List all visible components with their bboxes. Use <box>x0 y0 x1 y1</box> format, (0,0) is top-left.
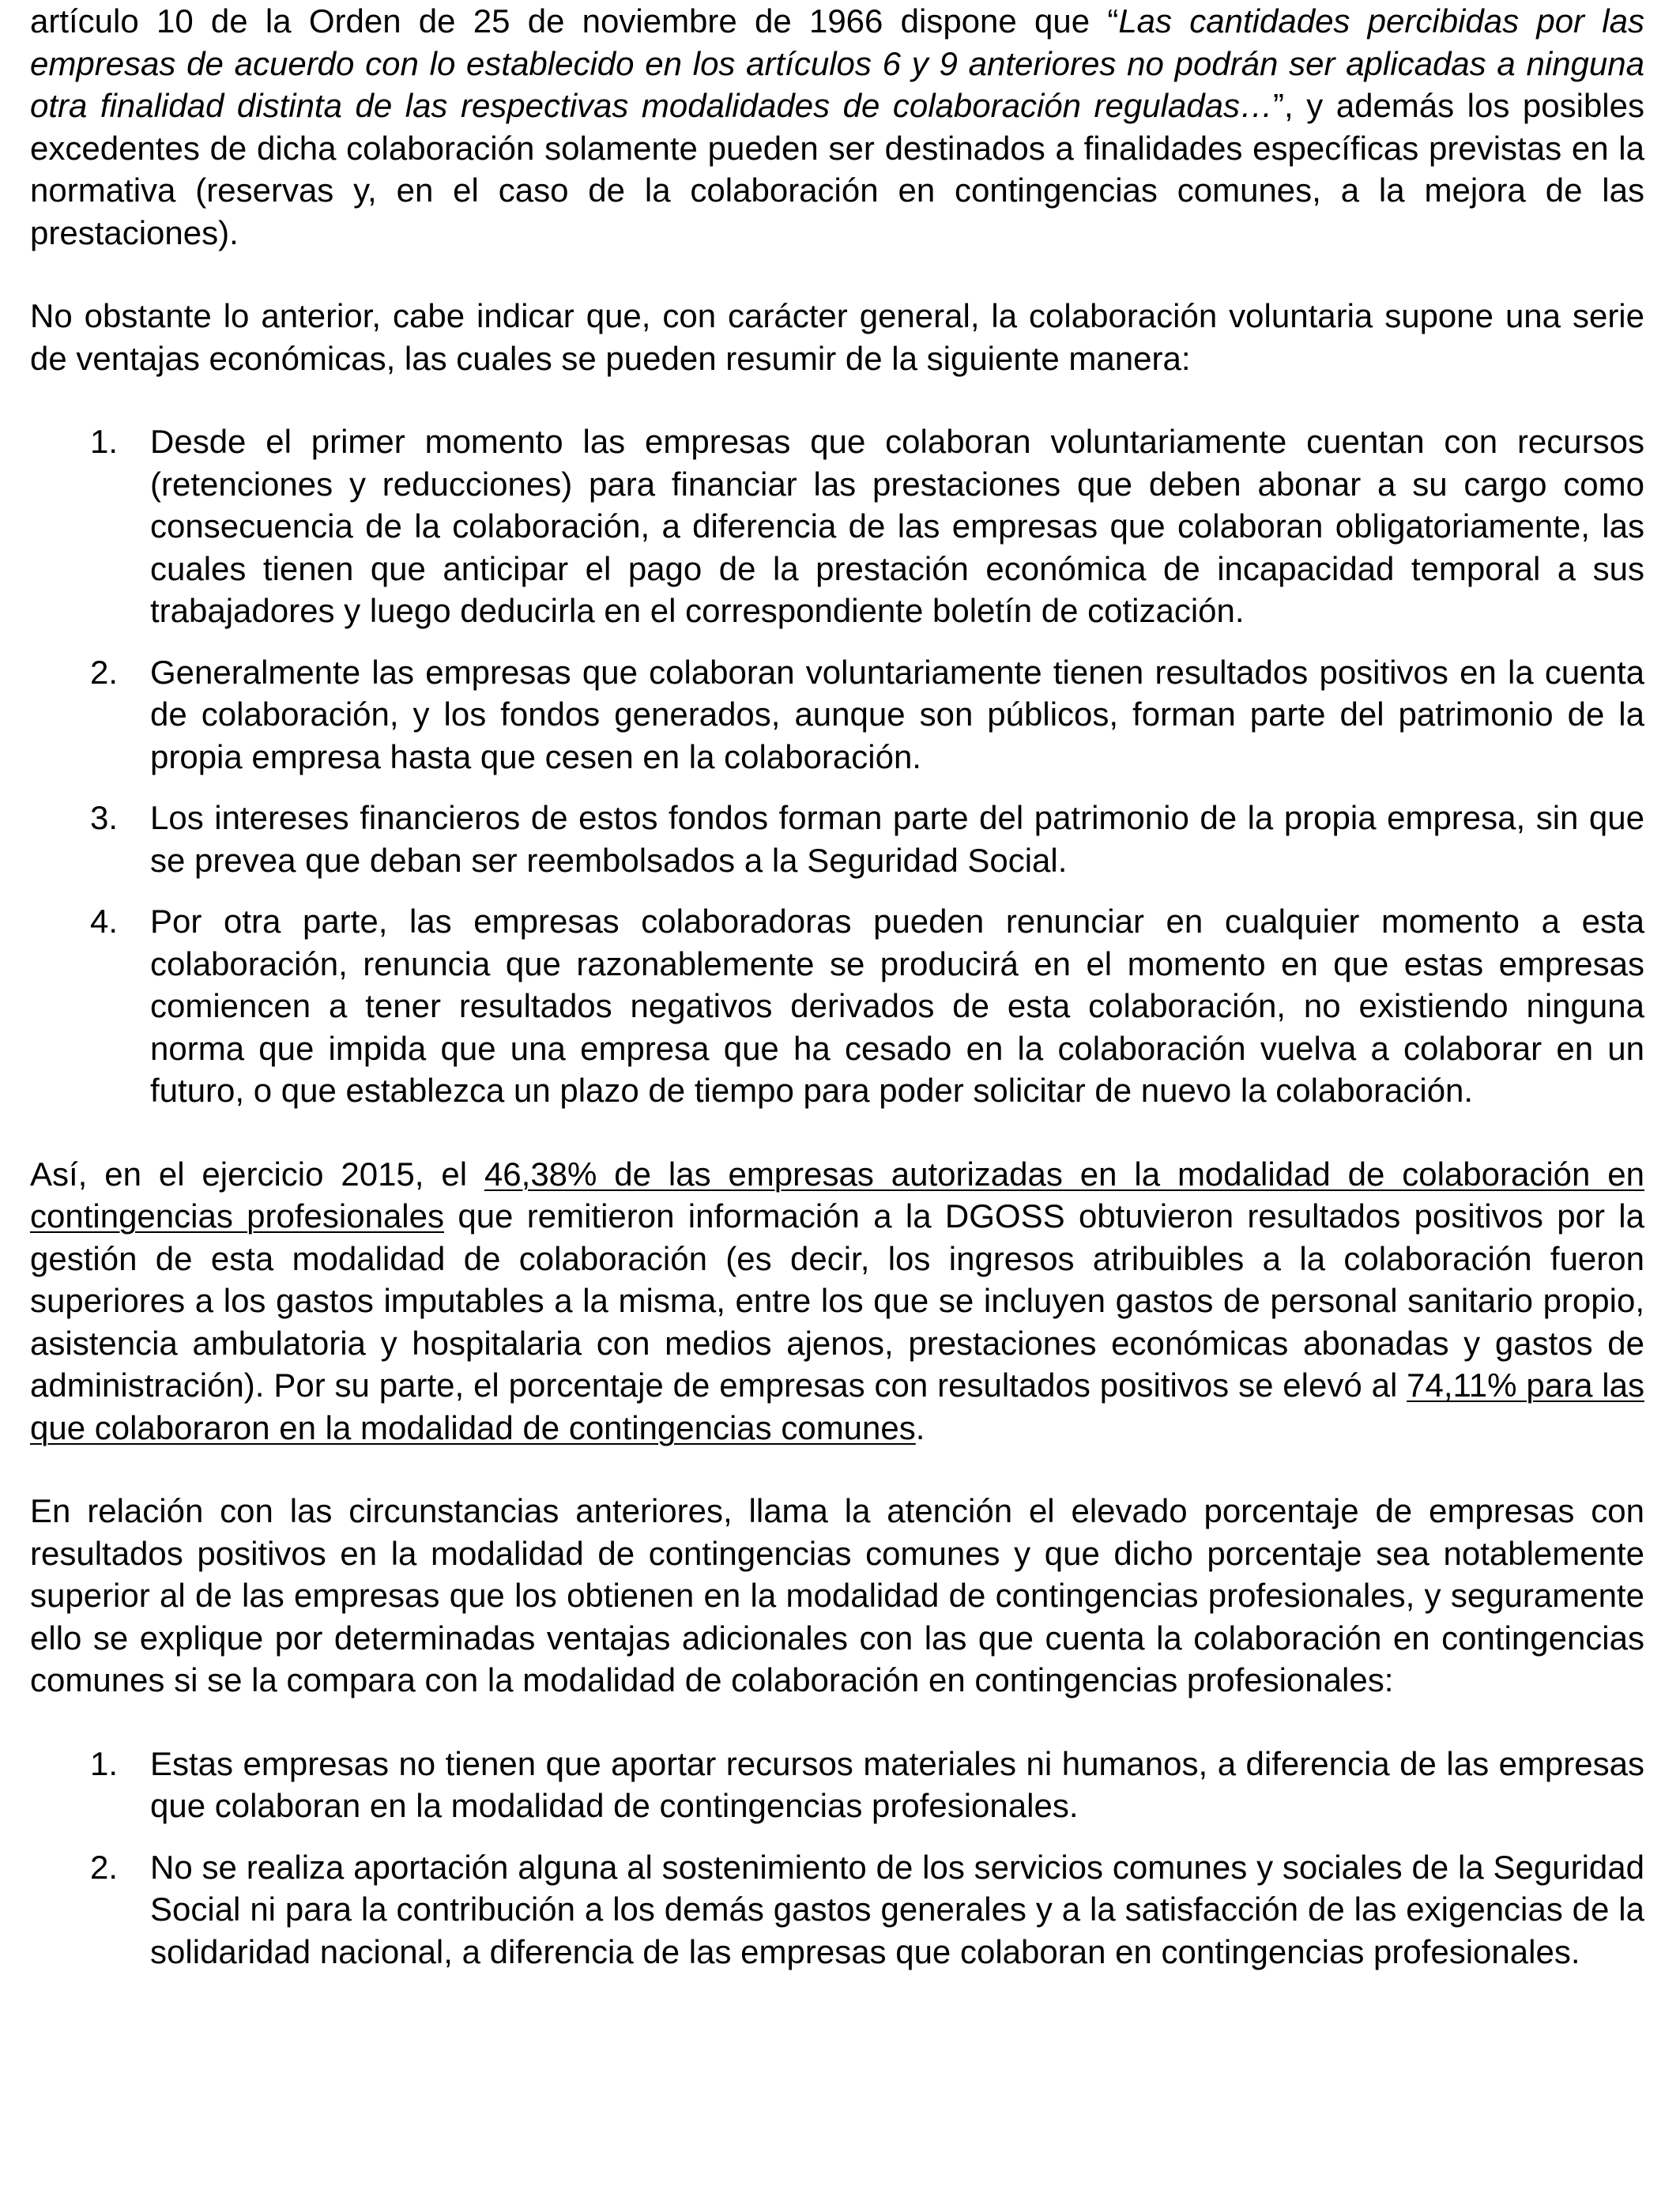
ejercicio-text-1: Así, en el ejercicio 2015, el <box>30 1155 484 1193</box>
list-item <box>90 900 1644 1112</box>
list-number: 1. <box>90 423 119 460</box>
list-number: 1. <box>90 1744 119 1782</box>
underlined-percentage-profesionales: 46,38% de las empresas autorizadas en la modalidad de colaboración en contingencias profesionales <box>30 1155 1644 1235</box>
ejercicio-text-2: que remitieron información a la DGOSS obtuvieron resultados positivos por la gestión de esta modalidad de colaboración (es decir, los ingresos atribuibles a la colaboración fueron superiores a los gastos imputables a la misma, entre los que se incluyen gastos de personal sanitario propio, asistencia ambulatoria y hospitalaria con medios ajenos, prestaciones económicas abonadas y gastos de administración). Por su parte, el porcentaje de empresas con resultados positivos se elevó al <box>30 1197 1644 1404</box>
list-item <box>90 420 1644 632</box>
list-item <box>90 1743 1644 1827</box>
list-number: 3. <box>90 799 119 836</box>
list-item-text: No se realiza aportación alguna al sostenimiento de los servicios comunes y sociales de la Seguridad Social ni para la contribución a los demás gastos generales y a la satisfacción de las exigencias de la solidaridad nacional, a diferencia de las empresas que colaboran en contingencias profesionales. <box>150 1848 1644 1970</box>
intro-quote: Las cantidades percibidas por las empresas de acuerdo con lo establecido en los artículos 6 y 9 anteriores no podrán ser aplicadas a ninguna otra finalidad distinta de las respectivas modalidades de colaboración reguladas… <box>30 2 1644 124</box>
ventajas-list <box>30 420 1644 1112</box>
list-item-text: Generalmente las empresas que colaboran voluntariamente tienen resultados positivos en la cuenta de colaboración, y los fondos generados, aunque son públicos, forman parte del patrimonio de la propia empresa hasta que cesen en la colaboración. <box>150 653 1644 775</box>
ejercicio-text-3: . <box>915 1408 925 1446</box>
list-item-text: Desde el primer momento las empresas que colaboran voluntariamente cuentan con recursos (retenciones y reducciones) para financiar las prestaciones que deben abonar a su cargo como consecuencia de la colaboración, a diferencia de las empresas que colaboran obligatoriamente, las cuales tienen que anticipar el pago de la prestación económica de incapacidad temporal a sus trabajadores y luego deducirla en el correspondiente boletín de cotización. <box>150 423 1644 629</box>
underlined-percentage-comunes: 74,11% para las que colaboraron en la modalidad de contingencias comunes <box>30 1367 1644 1446</box>
list-item <box>90 1846 1644 1973</box>
list-item-text: Los intereses financieros de estos fondos forman parte del patrimonio de la propia empresa, sin que se prevea que deban ser reembolsados a la Seguridad Social. <box>150 799 1644 879</box>
list-number: 4. <box>90 903 119 940</box>
list-number: 2. <box>90 1848 119 1886</box>
ventajas-intro-paragraph: No obstante lo anterior, cabe indicar que, con carácter general, la colaboración voluntaria supone una serie de ventajas económicas, las cuales se pueden resumir de la siguiente manera: <box>30 297 1644 377</box>
intro-pre: artículo 10 de la Orden de 25 de noviembre de 1966 dispone que “ <box>30 2 1119 40</box>
list-item <box>90 651 1644 778</box>
intro-paragraph <box>30 0 1644 254</box>
intro-post: ”, y además los posibles excedentes de dicha colaboración solamente pueden ser destinados a finalidades específicas previstas en la normativa (reservas y, en el caso de la colaboración en contingencias comunes, a la mejora de las prestaciones). <box>30 87 1644 251</box>
list-item-text: Estas empresas no tienen que aportar recursos materiales ni humanos, a diferencia de las empresas que colaboran en la modalidad de contingencias profesionales. <box>150 1744 1644 1824</box>
list-item-text: Por otra parte, las empresas colaboradoras pueden renunciar en cualquier momento a esta colaboración, renuncia que razonablemente se producirá en el momento en que estas empresas comiencen a tener resultados negativos derivados de esta colaboración, no existiendo ninguna norma que impida que una empresa que ha cesado en la colaboración vuelva a colaborar en un futuro, o que establezca un plazo de tiempo para poder solicitar de nuevo la colaboración. <box>150 903 1644 1109</box>
ejercicio-paragraph <box>30 1153 1644 1449</box>
list-number: 2. <box>90 653 119 691</box>
relacion-intro-paragraph: En relación con las circunstancias anteriores, llama la atención el elevado porcentaje de empresas con resultados positivos en la modalidad de contingencias comunes y que dicho porcentaje sea notablemente superior al de las empresas que los obtienen en la modalidad de contingencias profesionales, y seguramente ello se explique por determinadas ventajas adicionales con las que cuenta la colaboración en contingencias comunes si se la compara con la modalidad de colaboración en contingencias profesionales: <box>30 1492 1644 1698</box>
list-item <box>90 797 1644 881</box>
adicionales-list <box>30 1743 1644 1973</box>
